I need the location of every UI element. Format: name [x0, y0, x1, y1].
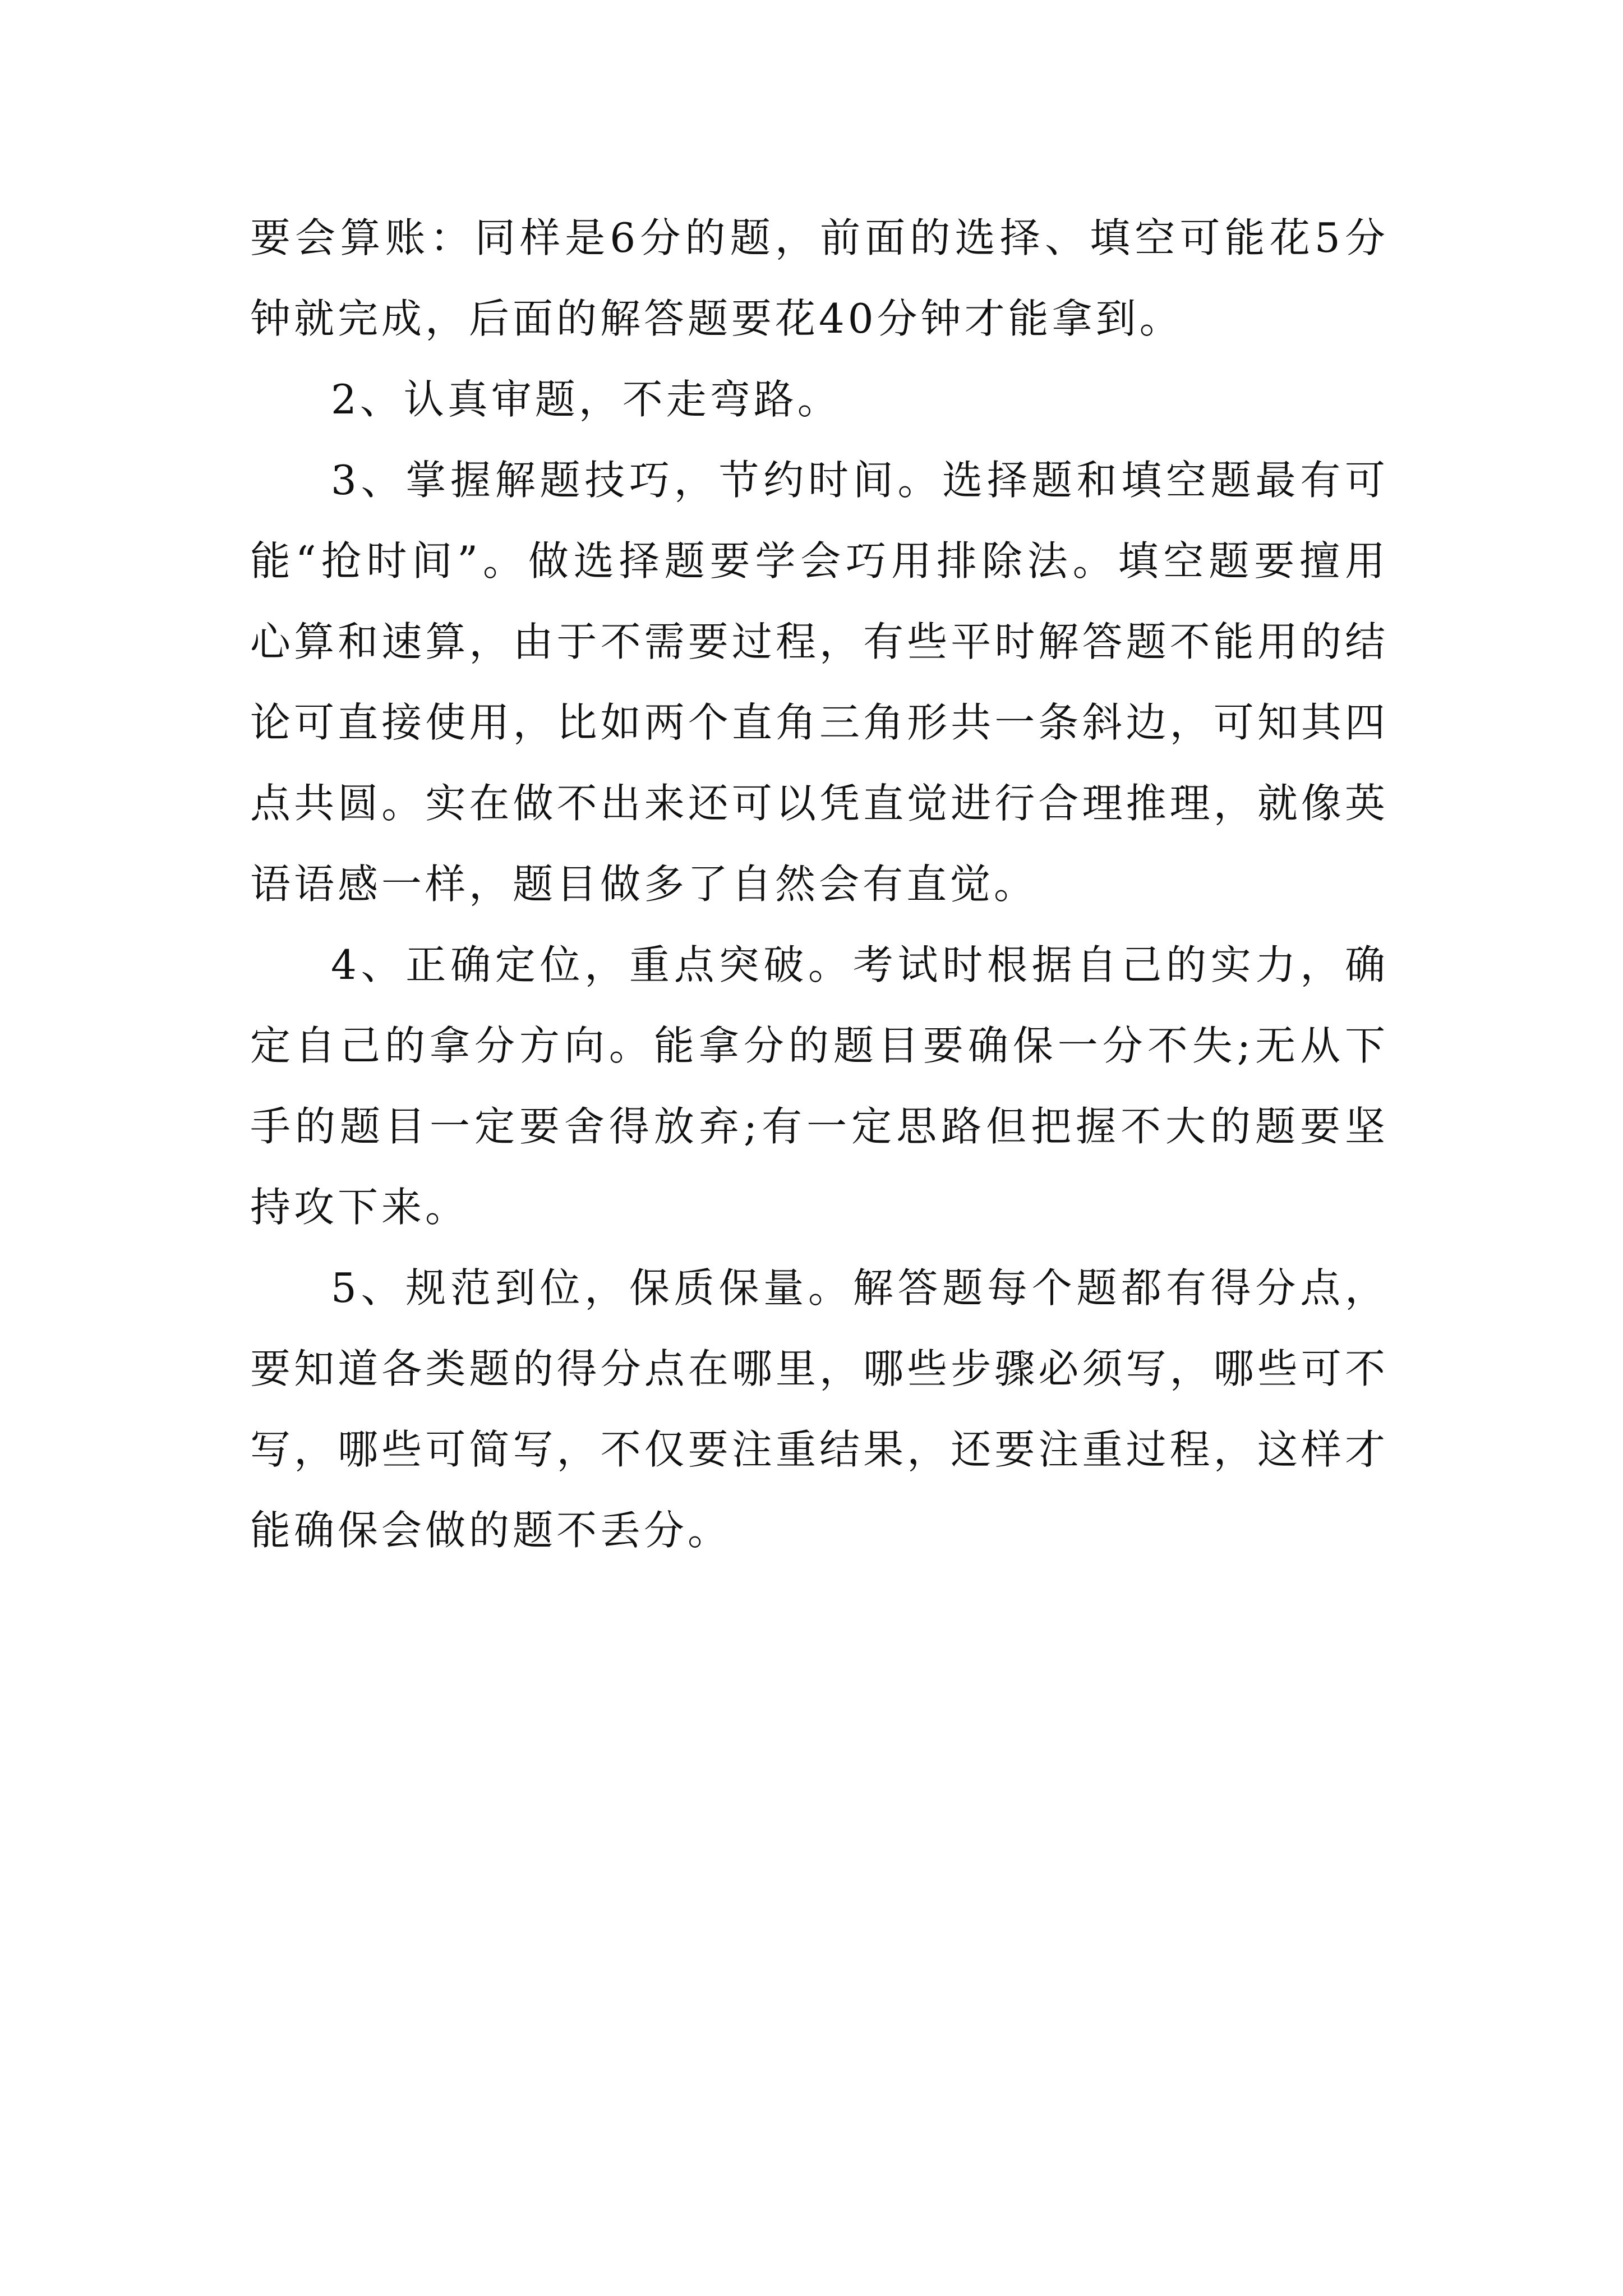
- paragraph-item-4: 4、正确定位，重点突破。考试时根据自己的实力，确定自己的拿分方向。能拿分的题目要确保一分不失;无从下手的题目一定要舍得放弃;有一定思路但把握不大的题要坚持攻下来。: [250, 941, 1389, 1231]
- paragraph-continuation: 要会算账：同样是6分的题，前面的选择、填空可能花5分钟就完成，后面的解答题要花40分钟才能拿到。: [250, 214, 1389, 342]
- paragraph-item-2: 2、认真审题，不走弯路。: [331, 376, 841, 423]
- paragraph-item-3: 3、掌握解题技巧，节约时间。选择题和填空题最有可能“抢时间”。做选择题要学会巧用排除法。填空题要擅用心算和速算，由于不需要过程，有些平时解答题不能用的结论可直接使用，比如两个直角三角形共一条斜边，可知其四点共圆。实在做不出来还可以凭直觉进行合理推理，就像英语语感一样，题目做多了自然会有直觉。: [250, 457, 1389, 908]
- paragraph-item-5: 5、规范到位，保质保量。解答题每个题都有得分点，要知道各类题的得分点在哪里，哪些步骤必须写，哪些可不写，哪些可简写，不仅要注重结果，还要注重过程，这样才能确保会做的题不丢分。: [250, 1264, 1389, 1554]
- document-body: [250, 197, 1389, 1571]
